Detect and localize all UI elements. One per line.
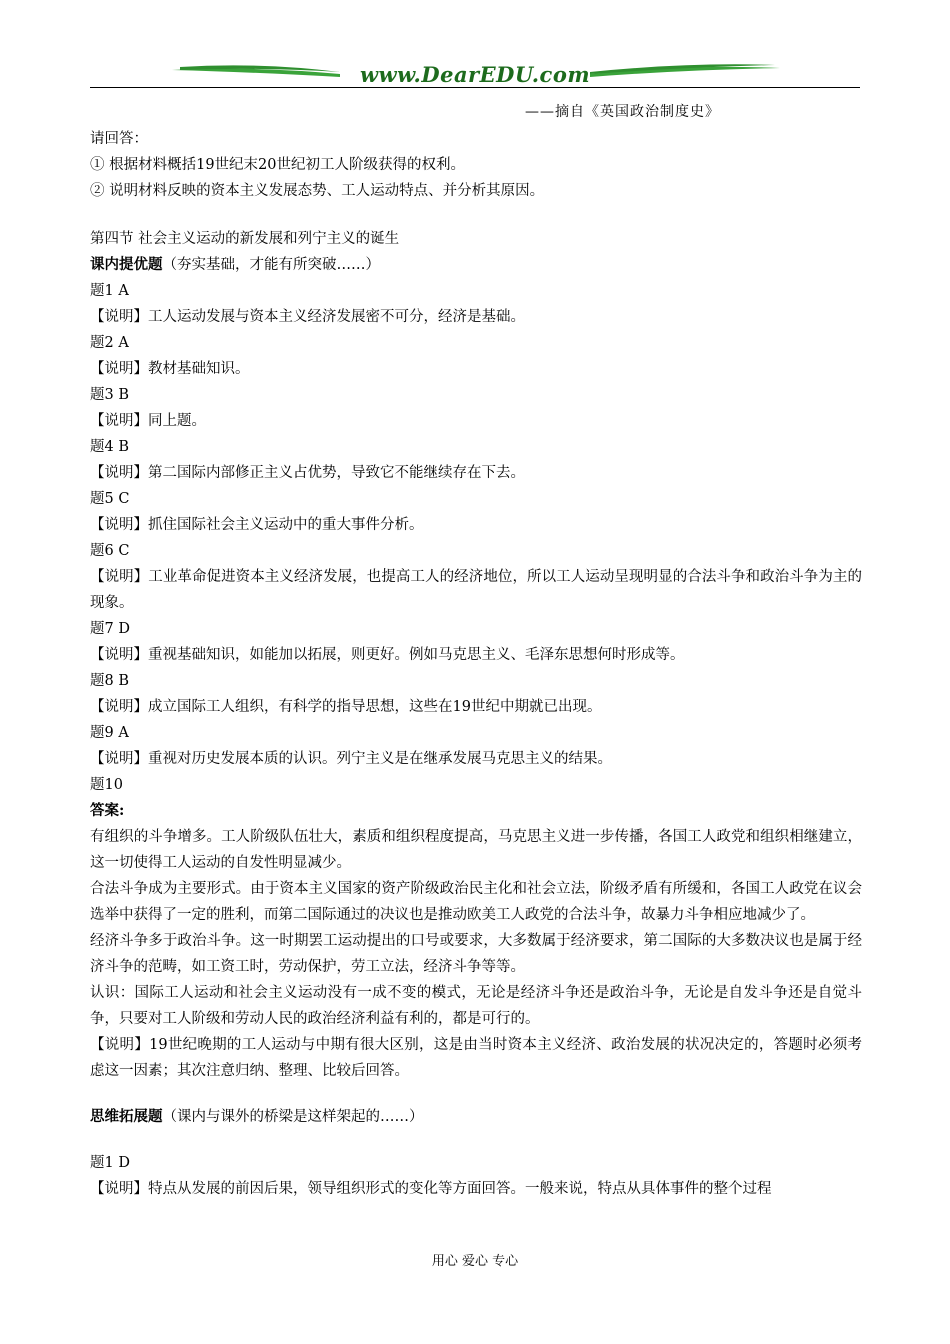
answer-paragraph: 合法斗争成为主要形式。由于资本主义国家的资产阶级政治民主化和社会立法，阶级矛盾有所缓和，各国工人政党在议会选举中获得了一定的胜利，而第二国际通过的决议也是推动欧美工人政党的合法斗争，故暴力斗争相应地减少了。	[90, 881, 862, 923]
answer-prompt: 请回答：	[90, 131, 148, 147]
item-question: 题7 D	[90, 621, 130, 637]
part2-subtitle: （课内与课外的桥梁是这样架起的……）	[162, 1109, 424, 1125]
answer-paragraph: 有组织的斗争增多。工人阶级队伍壮大，素质和组织程度提高，马克思主义进一步传播，各国工人政党和组织相继建立，这一切使得工人运动的自发性明显减少。	[90, 829, 862, 871]
part2-heading: 思维拓展题	[90, 1108, 163, 1125]
part2-question-1: 题1 D	[90, 1155, 130, 1171]
item-question: 题1 A	[90, 283, 129, 299]
question-1: ① 根据材料概括19世纪末20世纪初工人阶级获得的权利。	[90, 157, 466, 173]
item-question: 题3 B	[90, 387, 129, 403]
item-question: 题8 B	[90, 673, 129, 689]
site-logo-text: www.DearEDU.com	[359, 62, 591, 87]
section-title: 第四节 社会主义运动的新发展和列宁主义的诞生	[90, 231, 400, 247]
q10-label: 题10	[90, 777, 123, 793]
item-note: 【说明】同上题。	[90, 413, 206, 429]
answer-paragraph: 认识：国际工人运动和社会主义运动没有一成不变的模式，无论是经济斗争还是政治斗争，无论是自发斗争还是自觉斗争，只要对工人阶级和劳动人民的政治经济利益有利的，都是可行的。	[90, 985, 862, 1027]
question-2: ② 说明材料反映的资本主义发展态势、工人运动特点、并分析其原因。	[90, 183, 545, 199]
part2-note: 【说明】特点从发展的前因后果，领导组织形式的变化等方面回答。一般来说，特点从具体事件的整个过程	[90, 1181, 772, 1197]
page-footer: 用心 爱心 专心	[431, 1254, 519, 1269]
item-note: 【说明】工业革命促进资本主义经济发展，也提高工人的经济地位，所以工人运动呈现明显的合法斗争和政治斗争为主的现象。	[90, 569, 862, 611]
item-note: 【说明】成立国际工人组织，有科学的指导思想，这些在19世纪中期就已出现。	[90, 699, 602, 715]
answer-label: 答案:	[90, 802, 125, 819]
header-rule	[90, 87, 860, 88]
part1-heading-line	[90, 252, 862, 278]
item-question: 题5 C	[90, 491, 130, 507]
part1-heading: 课内提优题	[90, 256, 163, 273]
part1-subtitle: （夯实基础，才能有所突破……）	[162, 257, 380, 273]
answer-paragraph: 经济斗争多于政治斗争。这一时期罢工运动提出的口号或要求，大多数属于经济要求，第二国际的大多数决议也是属于经济斗争的范畴，如工资工时，劳动保护，劳工立法，经济斗争等等。	[90, 933, 862, 975]
item-question: 题4 B	[90, 439, 129, 455]
item-note: 【说明】重视基础知识，如能加以拓展，则更好。例如马克思主义、毛泽东思想何时形成等。	[90, 647, 685, 663]
item-note: 【说明】重视对历史发展本质的认识。列宁主义是在继承发展马克思主义的结果。	[90, 751, 612, 767]
item-note: 【说明】第二国际内部修正主义占优势，导致它不能继续存在下去。	[90, 465, 525, 481]
item-note: 【说明】工人运动发展与资本主义经济发展密不可分，经济是基础。	[90, 309, 525, 325]
item-note: 【说明】抓住国际社会主义运动中的重大事件分析。	[90, 517, 424, 533]
part2-heading-line	[90, 1104, 862, 1130]
item-question: 题2 A	[90, 335, 129, 351]
document-body	[90, 126, 862, 1202]
item-question: 题6 C	[90, 543, 130, 559]
site-header	[90, 58, 860, 90]
item-note: 【说明】教材基础知识。	[90, 361, 250, 377]
answer-paragraph: 【说明】19世纪晚期的工人运动与中期有很大区别，这是由当时资本主义经济、政治发展的状况决定的，答题时必须考虑这一因素；其次注意归纳、整理、比较后回答。	[90, 1037, 862, 1079]
item-question: 题9 A	[90, 725, 129, 741]
source-citation: ——摘自《英国政治制度史》	[525, 104, 720, 120]
